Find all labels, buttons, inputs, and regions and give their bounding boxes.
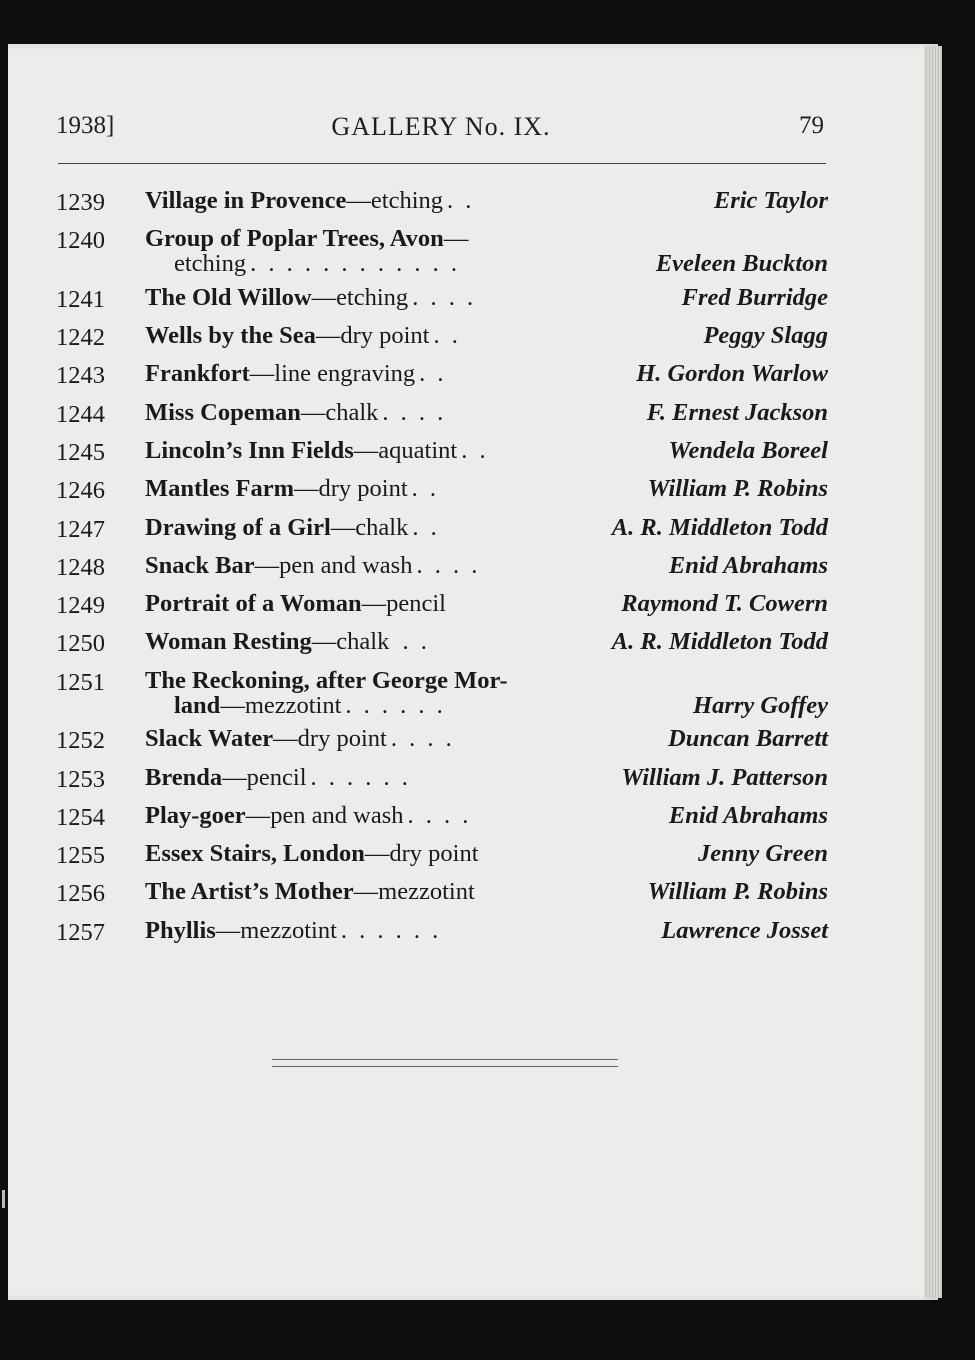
- entry-artist: Peggy Slagg: [703, 322, 828, 350]
- leader-dots: . . . .: [390, 725, 455, 753]
- catalogue-entry: 1249 Portrait of a Woman—pencil Raymond T. Cowern: [56, 587, 828, 625]
- entry-artist: Fred Burridge: [681, 283, 828, 311]
- leader-dots: . . . .: [416, 551, 481, 579]
- closing-double-rule: [272, 1059, 618, 1067]
- catalogue-entry: 1252 Slack Water—dry point . . . . Duncan Barrett: [56, 722, 828, 760]
- entry-artist: Harry Goffey: [693, 691, 828, 719]
- entry-title: Woman Resting: [145, 628, 312, 656]
- entry-medium: chalk: [355, 513, 409, 541]
- entry-artist: Eveleen Buckton: [655, 250, 828, 278]
- catalogue-entry: 1255 Essex Stairs, London—dry point Jenny Green: [56, 837, 828, 875]
- entry-medium: etching: [336, 283, 409, 311]
- entry-medium: dry point: [318, 475, 408, 503]
- entry-number: 1248: [56, 553, 105, 581]
- entry-artist: Lawrence Josset: [661, 916, 828, 944]
- entry-title: Group of Poplar Trees, Avon: [145, 225, 444, 253]
- entry-medium: line engraving: [274, 360, 416, 388]
- page-edges: [924, 46, 942, 1298]
- entry-medium: dry point: [297, 725, 387, 753]
- entry-medium: pencil: [246, 763, 307, 791]
- entry-number: 1243: [56, 362, 105, 390]
- entry-title: The Reckoning, after George Mor-: [145, 666, 508, 694]
- entry-artist: Enid Abrahams: [668, 801, 828, 829]
- catalogue-entry: 1246 Mantles Farm—dry point . . William P. Robins: [56, 472, 828, 510]
- leader-dots: . .: [411, 475, 440, 503]
- page-number: 79: [799, 112, 824, 139]
- leader-dots: . .: [433, 322, 461, 350]
- entry-number: 1239: [56, 189, 105, 216]
- entry-number: 1246: [56, 477, 105, 505]
- entry-title: Mantles Farm: [145, 475, 294, 503]
- entry-title: Phyllis: [145, 916, 216, 944]
- entry-artist: Wendela Boreel: [668, 436, 828, 464]
- entry-number: 1255: [56, 842, 105, 870]
- leader-dots: . . . .: [407, 801, 472, 829]
- leader-dots: . .: [447, 187, 475, 214]
- entry-medium: chalk: [336, 628, 390, 656]
- entry-number: 1257: [56, 918, 105, 946]
- catalogue-entry: 1250 Woman Resting—chalk . . A. R. Middleton Todd: [56, 625, 828, 663]
- entry-number: 1254: [56, 803, 105, 831]
- catalogue-entry: 1247 Drawing of a Girl—chalk . . A. R. Middleton Todd: [56, 511, 828, 549]
- entry-number: 1244: [56, 400, 105, 428]
- entry-artist: William P. Robins: [647, 878, 828, 906]
- catalogue-entry: 1240 Group of Poplar Trees, Avon— etching . . . . . . . . . . . . Eveleen Buckton: [56, 225, 828, 278]
- leader-dots: . . . .: [412, 283, 477, 311]
- entry-medium: pen and wash: [279, 551, 413, 579]
- leader-dots: . .: [419, 360, 447, 388]
- entry-number: 1241: [56, 285, 105, 313]
- entry-title: Essex Stairs, London: [145, 840, 365, 868]
- entry-medium: etching: [370, 187, 444, 214]
- leader-dots: . .: [461, 436, 489, 464]
- entry-medium: aquatint: [378, 436, 458, 464]
- entry-number: 1252: [56, 727, 105, 755]
- catalogue-entry: 1239 Village in Provence—etching . . Eric Taylor: [56, 184, 828, 222]
- entry-artist: Raymond T. Cowern: [621, 590, 828, 618]
- leader-dots: . . . . . .: [340, 916, 442, 944]
- entry-title: Brenda: [145, 763, 223, 791]
- leader-dots: . . . . . .: [345, 691, 446, 719]
- entry-number: 1242: [56, 324, 105, 352]
- catalogue-entry: 1254 Play-goer—pen and wash . . . . Enid Abrahams: [56, 799, 828, 837]
- leader-dots: . . . . . . . . . . . .: [250, 250, 460, 278]
- leader-dots: . .: [393, 628, 430, 656]
- catalogue-entry: 1244 Miss Copeman—chalk . . . . F. Ernest Jackson: [56, 396, 828, 434]
- entry-medium: chalk: [325, 398, 379, 426]
- entry-artist: A. R. Middleton Todd: [611, 628, 828, 656]
- entry-medium: mezzotint: [244, 691, 342, 719]
- entry-title: Play-goer: [145, 801, 246, 829]
- entry-number: 1245: [56, 438, 105, 466]
- leader-dots: . . . . . .: [310, 763, 411, 791]
- entry-medium: mezzotint: [378, 878, 475, 906]
- catalogue-entry: 1241 The Old Willow—etching . . . . Fred Burridge: [56, 281, 828, 319]
- entry-artist: F. Ernest Jackson: [646, 398, 828, 426]
- catalogue-entry: 1256 The Artist’s Mother—mezzotint William P. Robins: [56, 875, 828, 913]
- header-rule: [58, 163, 826, 164]
- catalogue-entry: 1257 Phyllis—mezzotint . . . . . . Lawrence Josset: [56, 914, 828, 952]
- catalogue-entry: 1253 Brenda—pencil . . . . . . William J. Patterson: [56, 761, 828, 799]
- entry-title: Snack Bar: [145, 551, 255, 579]
- entry-number: 1249: [56, 592, 105, 620]
- running-header: [56, 112, 826, 152]
- entry-medium: etching: [174, 250, 247, 278]
- entry-title: Portrait of a Woman: [145, 590, 362, 618]
- entry-medium: pencil: [386, 590, 446, 618]
- entry-title: Wells by the Sea: [145, 322, 316, 350]
- entry-number: 1251: [56, 668, 105, 696]
- entry-artist: H. Gordon Warlow: [636, 360, 828, 388]
- catalogue-entry: 1242 Wells by the Sea—dry point . . Peggy Slagg: [56, 319, 828, 357]
- entry-number: 1247: [56, 515, 105, 543]
- entry-title: The Artist’s Mother: [145, 878, 354, 906]
- leader-dots: . . . .: [382, 398, 447, 426]
- entry-medium: dry point: [340, 322, 430, 350]
- leader-dots: . .: [412, 513, 440, 541]
- entry-medium: pen and wash: [270, 801, 404, 829]
- entry-title: The Old Willow: [145, 283, 312, 311]
- entry-artist: William P. Robins: [647, 475, 828, 503]
- entry-medium: dry point: [389, 840, 479, 868]
- entry-number: 1240: [56, 227, 105, 255]
- entry-number: 1250: [56, 630, 105, 658]
- entry-artist: Duncan Barrett: [668, 725, 828, 753]
- header-year: 1938]: [56, 112, 115, 139]
- catalogue-entry: 1243 Frankfort—line engraving . . H. Gordon Warlow: [56, 357, 828, 395]
- catalogue-entry: 1248 Snack Bar—pen and wash . . . . Enid Abrahams: [56, 549, 828, 587]
- entry-medium: mezzotint: [240, 916, 337, 944]
- entry-title-continued: land: [174, 691, 221, 719]
- entry-artist: Eric Taylor: [713, 187, 828, 214]
- entry-artist: William J. Patterson: [621, 763, 828, 791]
- header-title: GALLERY No. IX.: [331, 112, 551, 141]
- entry-title: Miss Copeman: [145, 398, 301, 426]
- entry-artist: Enid Abrahams: [668, 551, 828, 579]
- entry-title: Drawing of a Girl: [145, 513, 331, 541]
- entry-title: Lincoln’s Inn Fields: [145, 436, 354, 464]
- binding-mark: [2, 1190, 5, 1208]
- entry-title: Slack Water: [145, 725, 274, 753]
- entry-title: Frankfort: [145, 360, 250, 388]
- catalogue-entry: 1251 The Reckoning, after George Mor- land—mezzotint . . . . . . Harry Goffey: [56, 666, 828, 719]
- entry-artist: Jenny Green: [698, 840, 828, 868]
- catalogue-entry: 1245 Lincoln’s Inn Fields—aquatint . . Wendela Boreel: [56, 434, 828, 472]
- entry-title: Village in Provence: [145, 187, 347, 214]
- entry-number: 1253: [56, 765, 105, 793]
- entry-artist: A. R. Middleton Todd: [611, 513, 828, 541]
- entry-number: 1256: [56, 880, 105, 908]
- entry-list: [56, 184, 828, 952]
